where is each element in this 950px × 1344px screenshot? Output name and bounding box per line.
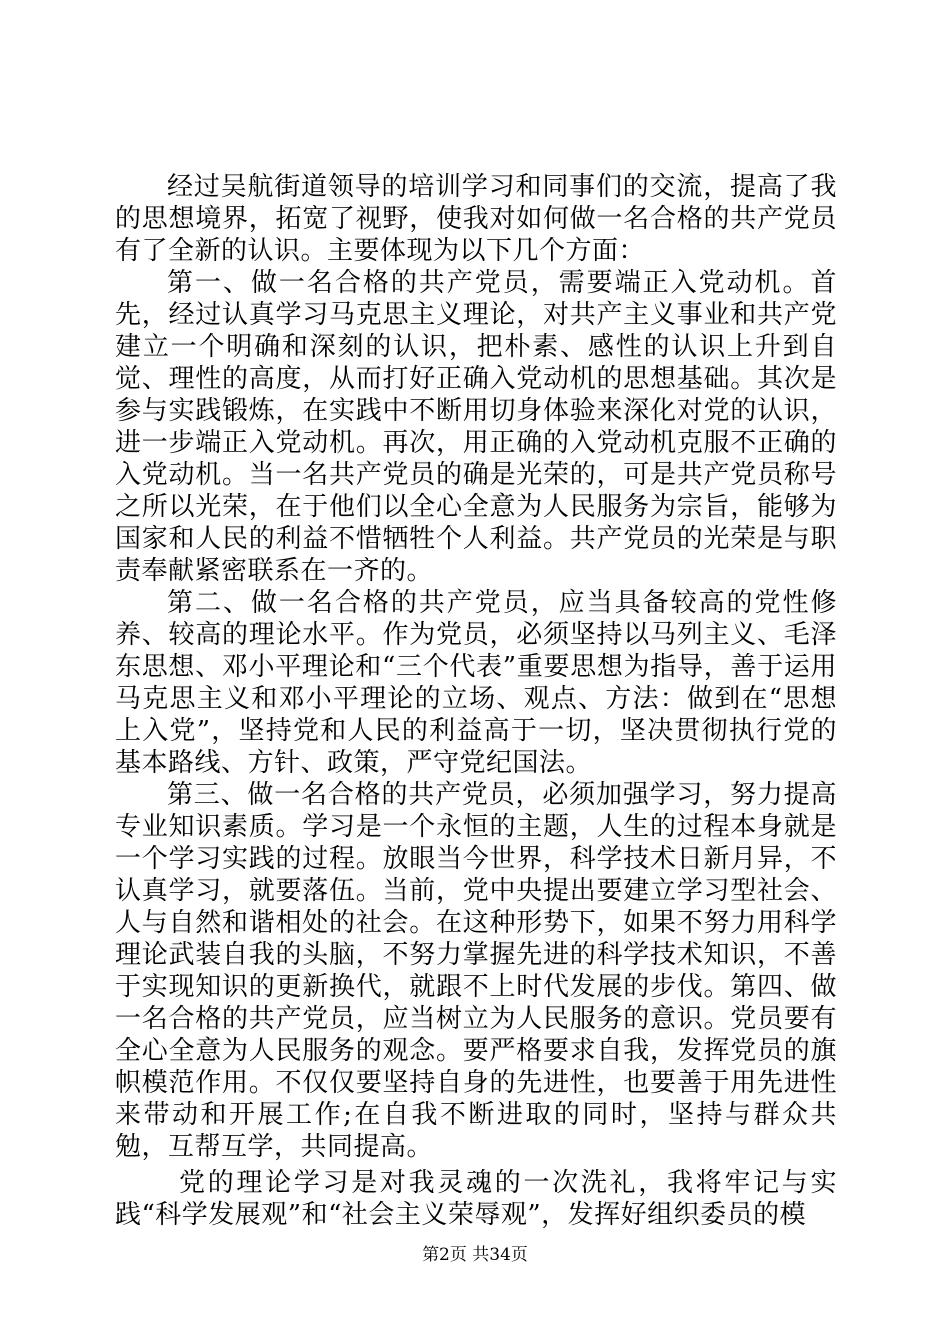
paragraph-intro: 经过吴航街道领导的培训学习和同事们的交流，提高了我的思想境界，拓宽了视野，使我对如何做一名合格的共产党员有了全新的认识。主要体现为以下几个方面：	[115, 172, 837, 266]
paragraph-conclusion: 党的理论学习是对我灵魂的一次洗礼，我将牢记与实践“科学发展观”和“社会主义荣辱观”，发挥好组织委员的模	[115, 1168, 837, 1230]
page-number-footer: 第2页 共34页	[422, 1245, 528, 1265]
paragraph-point-three: 第三、做一名合格的共产党员，必须加强学习，努力提高专业知识素质。学习是一个永恒的主题，人生的过程本身就是一个学习实践的过程。放眼当今世界，科学技术日新月异，不认真学习，就要落伍。当前，党中央提出要建立学习型社会、人与自然和谐相处的社会。在这种形势下，如果不努力用科学理论武装自我的头脑，不努力掌握先进的科学技术知识，不善于实现知识的更新换代，就跟不上时代发展的步伐。第四、做一名合格的共产党员，应当树立为人民服务的意识。党员要有全心全意为人民服务的观念。要严格要求自我，发挥党员的旗帜模范作用。不仅仅要坚持自身的先进性，也要善于用先进性来带动和开展工作;在自我不断进取的同时，坚持与群众共勉，互帮互学，共同提高。	[115, 780, 837, 1162]
document-body	[115, 171, 837, 1231]
paragraph-point-two: 第二、做一名合格的共产党员，应当具备较高的党性修养、较高的理论水平。作为党员，必须坚持以马列主义、毛泽东思想、邓小平理论和“三个代表”重要思想为指导，善于运用马克思主义和邓小平理论的立场、观点、方法：做到在“思想上入党”，坚持党和人民的利益高于一切，坚决贯彻执行党的基本路线、方针、政策，严守党纪国法。	[115, 588, 837, 778]
paragraph-point-one: 第一、做一名合格的共产党员，需要端正入党动机。首先，经过认真学习马克思主义理论，对共产主义事业和共产党建立一个明确和深刻的认识，把朴素、感性的认识上升到自觉、理性的高度，从而打好正确入党动机的思想基础。其次是参与实践锻炼，在实践中不断用切身体验来深化对党的认识，进一步端正入党动机。再次，用正确的入党动机克服不正确的入党动机。当一名共产党员的确是光荣的，可是共产党员称号之所以光荣，在于他们以全心全意为人民服务为宗旨，能够为国家和人民的利益不惜牺牲个人利益。共产党员的光荣是与职责奉献紧密联系在一齐的。	[115, 268, 837, 586]
